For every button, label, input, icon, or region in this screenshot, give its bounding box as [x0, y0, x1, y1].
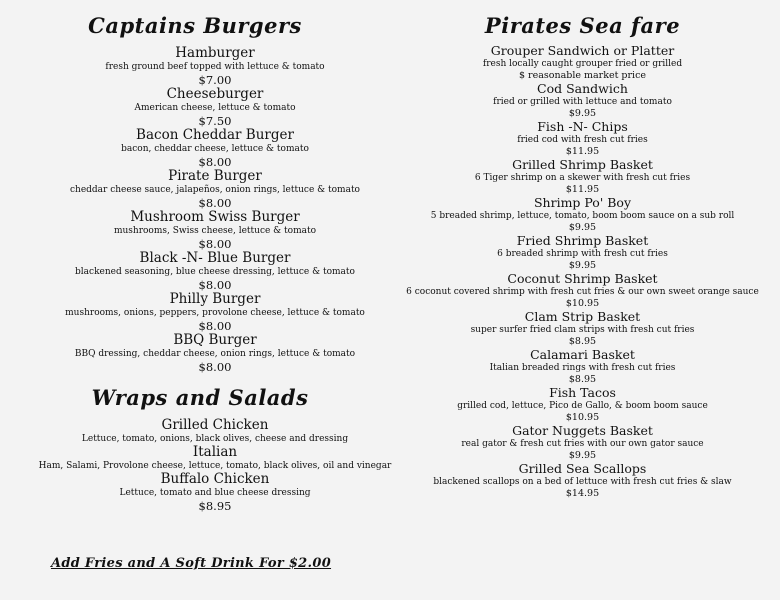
item-price: $11.95: [565, 184, 600, 195]
item-price: $8.00: [198, 196, 232, 210]
menu-item-bbq-burger: [0, 333, 430, 374]
item-description: fresh locally caught grouper fried or grilled: [482, 59, 683, 69]
item-description: fried or grilled with lettuce and tomato: [493, 97, 672, 107]
menu-item-calamari-basket: [385, 348, 780, 386]
menu-item-shrimp-po-boy: [385, 196, 780, 234]
item-price: $ reasonable market price: [518, 70, 647, 81]
item-name: Coconut Shrimp Basket: [507, 271, 658, 286]
item-price: $9.95: [568, 450, 597, 461]
item-description: blackened scallops on a bed of lettuce with fresh cut fries & slaw: [433, 477, 732, 487]
item-price: $9.95: [568, 108, 597, 119]
menu-item-grilled-shrimp-basket: [385, 158, 780, 196]
item-name: Clam Strip Basket: [524, 309, 641, 324]
item-description: Lettuce, tomato, onions, black olives, cheese and dressing: [81, 434, 349, 444]
item-description: real gator & fresh cut fries with our own gator sauce: [461, 439, 704, 449]
item-price: $14.95: [565, 488, 600, 499]
wraps-price: $8.95: [198, 499, 232, 513]
menu-item-fried-shrimp-basket: [385, 234, 780, 272]
item-name: Shrimp Po' Boy: [533, 195, 632, 210]
item-name: Grilled Sea Scallops: [518, 461, 647, 476]
item-description: mushrooms, Swiss cheese, lettuce & tomato: [113, 226, 317, 236]
item-description: cheddar cheese sauce, jalapeños, onion rings, lettuce & tomato: [70, 185, 360, 195]
item-description: Lettuce, tomato and blue cheese dressing: [119, 488, 311, 498]
menu-item-clam-strip-basket: [385, 310, 780, 348]
item-description: mushrooms, onions, peppers, provolone cheese, lettuce & tomato: [65, 308, 365, 318]
item-description: grilled cod, lettuce, Pico de Gallo, & boom boom sauce: [457, 401, 708, 411]
item-price: $8.00: [198, 319, 232, 333]
fries-drink-offer: Add Fries and A Soft Drink For $2.00: [50, 556, 332, 571]
item-name: Cheeseburger: [166, 86, 264, 102]
menu-item-grilled-sea-scallops: [385, 462, 780, 500]
item-name: Philly Burger: [169, 291, 261, 307]
item-description: Italian breaded rings with fresh cut fries: [489, 363, 676, 373]
item-price: $8.00: [198, 155, 232, 169]
item-name: Grilled Chicken: [161, 417, 269, 433]
item-price: $8.00: [198, 278, 232, 292]
left-column: [0, 0, 430, 513]
item-description: 6 Tiger shrimp on a skewer with fresh cut fries: [474, 173, 691, 183]
item-price: $10.95: [565, 298, 600, 309]
item-description: super surfer fried clam strips with fresh cut fries: [470, 325, 695, 335]
menu-item-mushroom-swiss-burger: [0, 210, 430, 251]
menu-item-coconut-shrimp-basket: [385, 272, 780, 310]
right-column: [385, 0, 780, 500]
item-name: Pirate Burger: [168, 168, 262, 184]
item-description: 5 breaded shrimp, lettuce, tomato, boom boom sauce on a sub roll: [430, 211, 735, 221]
item-name: Bacon Cheddar Burger: [136, 127, 294, 143]
menu-item-cheeseburger: [0, 87, 430, 128]
pirates-seafare-title: Pirates Sea fare: [484, 13, 681, 38]
menu-item-buffalo-chicken: [0, 472, 430, 499]
item-description: American cheese, lettuce & tomato: [134, 103, 296, 113]
item-name: Grouper Sandwich or Platter: [490, 43, 675, 58]
item-description: fried cod with fresh cut fries: [517, 135, 648, 145]
menu-item-bacon-cheddar-burger: [0, 128, 430, 169]
menu-item-fish-tacos: [385, 386, 780, 424]
item-price: $9.95: [568, 260, 597, 271]
item-name: Cod Sandwich: [537, 81, 628, 96]
captains-burgers-list: [0, 46, 430, 374]
item-description: 6 breaded shrimp with fresh cut fries: [497, 249, 668, 259]
menu-item-italian: [0, 445, 430, 472]
menu-item-grilled-chicken: [0, 418, 430, 445]
menu-item-black-n-blue-burger: [0, 251, 430, 292]
item-name: Fish Tacos: [549, 385, 616, 400]
item-price: $8.95: [568, 374, 597, 385]
menu-item-gator-nuggets-basket: [385, 424, 780, 462]
item-description: fresh ground beef topped with lettuce & tomato: [105, 62, 325, 72]
item-price: $11.95: [565, 146, 600, 157]
menu-item-cod-sandwich: [385, 82, 780, 120]
item-name: Fish -N- Chips: [537, 119, 628, 134]
item-price: $10.95: [565, 412, 600, 423]
item-name: BBQ Burger: [173, 332, 257, 348]
item-description: blackened seasoning, blue cheese dressing, lettuce & tomato: [75, 267, 355, 277]
item-price: $7.50: [198, 114, 232, 128]
menu-item-fish-n-chips: [385, 120, 780, 158]
pirates-seafare-list: [385, 44, 780, 500]
menu-item-philly-burger: [0, 292, 430, 333]
item-name: Buffalo Chicken: [160, 471, 270, 487]
item-description: Ham, Salami, Provolone cheese, lettuce, tomato, black olives, oil and vinegar: [38, 461, 392, 471]
menu-item-grouper: [385, 44, 780, 82]
item-price: $8.95: [568, 336, 597, 347]
item-name: Grilled Shrimp Basket: [512, 157, 653, 172]
wraps-and-salads-title: Wraps and Salads: [91, 385, 309, 410]
item-name: Gator Nuggets Basket: [512, 423, 653, 438]
item-name: Calamari Basket: [530, 347, 635, 362]
item-price: $7.00: [198, 73, 232, 87]
wraps-list: [0, 418, 430, 513]
captains-burgers-title: Captains Burgers: [88, 13, 302, 38]
item-name: Hamburger: [175, 45, 255, 61]
item-description: bacon, cheddar cheese, lettuce & tomato: [121, 144, 309, 154]
item-price: $8.00: [198, 237, 232, 251]
item-description: 6 coconut covered shrimp with fresh cut fries & our own sweet orange sauce: [406, 287, 759, 297]
menu-item-pirate-burger: [0, 169, 430, 210]
item-name: Fried Shrimp Basket: [516, 233, 649, 248]
item-name: Mushroom Swiss Burger: [130, 209, 300, 225]
item-price: $8.00: [198, 360, 232, 374]
item-price: $9.95: [568, 222, 597, 233]
item-description: BBQ dressing, cheddar cheese, onion rings, lettuce & tomato: [74, 349, 356, 359]
menu-item-hamburger: [0, 46, 430, 87]
item-name: Black -N- Blue Burger: [139, 250, 291, 266]
item-name: Italian: [192, 444, 238, 460]
